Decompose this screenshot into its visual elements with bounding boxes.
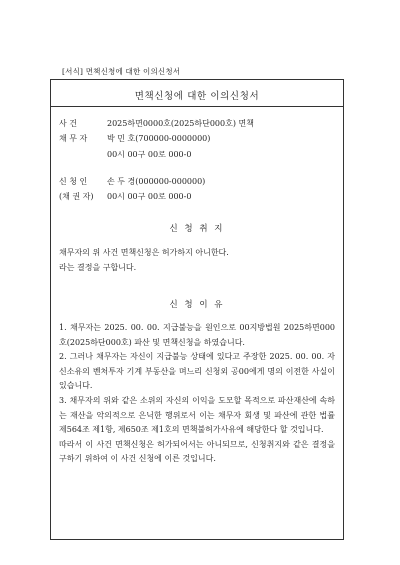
applicant-label: 신 청 인 [59, 177, 88, 186]
case-row [59, 118, 254, 129]
title-divider [51, 106, 343, 107]
purpose-body [59, 246, 335, 275]
case-label: 사 건 [59, 119, 77, 128]
applicant-address-row [59, 191, 191, 202]
reason-paragraph: 1. 채무자는 2025. 00. 00. 지급불능을 원인으로 00지방법원 2025하면000호(2025하단000호) 파산 및 면책신청을 하였습니다. [59, 323, 335, 347]
debtor-row [59, 133, 210, 144]
reason-paragraph: 3. 채무자의 위와 같은 소위의 자신의 이익을 도모할 목적으로 파산재산에 속하는 재산을 악의적으로 은닉한 행위로서 이는 채무자 회생 및 파산에 관한 법률 제564조 제1항, 제650조 제1호의 면책불허가사유에 해당한다 할 것입니다. [59, 395, 335, 435]
purpose-line: 라는 결정을 구합니다. [59, 262, 137, 272]
form-caption: [서식] 면책신청에 대한 이의신청서 [62, 67, 181, 76]
debtor-label: 채 무 자 [59, 134, 88, 143]
document-title: 면책신청에 대한 이의신청서 [134, 91, 260, 102]
debtor-address: 00시 00구 00로 000-0 [107, 150, 192, 159]
applicant-address: 00시 00구 00로 000-0 [107, 192, 192, 201]
purpose-line: 채무자의 위 사건 면책신청은 허가하지 아니한다. [59, 248, 229, 257]
reasons-body [59, 321, 335, 467]
applicant-name: 손 두 경(000000-000000) [107, 177, 206, 186]
debtor-name: 박 민 호(700000-0000000) [107, 134, 211, 143]
case-value: 2025하면0000호(2025하단000호) 면책 [107, 119, 254, 128]
applicant-row [59, 176, 205, 187]
reason-paragraph: 따라서 이 사건 면책신청은 허가되어서는 아니되므로, 신청취지와 같은 결정을 구하기 위하여 이 사건 신청에 이른 것입니다. [59, 439, 335, 464]
reasons-heading: 신 청 이 유 [169, 300, 225, 310]
document-frame [50, 79, 344, 540]
purpose-heading: 신 청 취 지 [169, 224, 225, 234]
reason-paragraph: 2. 그러나 채무자는 자신이 지급불능 상태에 있다고 주장한 2025. 00. 00. 자신소유의 벤처투자 기계 부동산을 며느리 신청외 공00에게 명의 이전한 사실이 있습니다. [59, 352, 335, 391]
applicant-role: (채 권 자) [59, 192, 94, 201]
